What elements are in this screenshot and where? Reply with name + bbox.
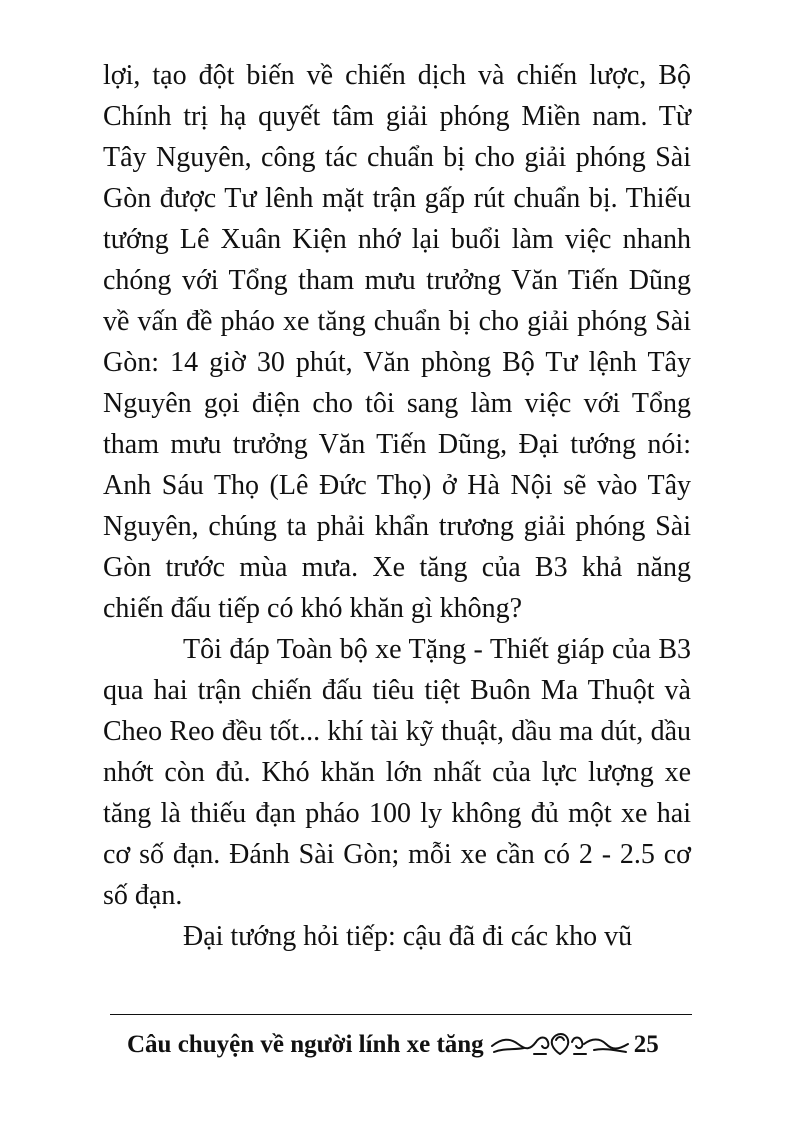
page-number: 25: [633, 1031, 659, 1058]
decorative-scroll-icon: [490, 1030, 632, 1060]
paragraph-2: Tôi đáp Toàn bộ xe Tặng - Thiết giáp của B3 qua hai trận chiến đấu tiêu tiệt Buôn Ma Thuột và Cheo Reo đều tốt... khí tài kỹ thuật, dầu ma dút, dầu nhớt còn đủ. Khó khăn lớn nhất của lực lượng xe tăng là thiếu đạn pháo 100 ly không đủ một xe hai cơ số đạn. Đánh Sài Gòn; mỗi xe cần có 2 - 2.5 cơ số đạn.: [103, 634, 691, 911]
paragraph-3: Đại tướng hỏi tiếp: cậu đã đi các kho vũ: [183, 921, 633, 952]
body-text: [103, 55, 691, 957]
footer-rule: [110, 1014, 692, 1015]
running-title: Câu chuyện về người lính xe tăng: [127, 1031, 484, 1058]
page-footer: [127, 1027, 693, 1063]
paragraph-1: lợi, tạo đột biến về chiến dịch và chiến lược, Bộ Chính trị hạ quyết tâm giải phóng Miền nam. Từ Tây Nguyên, công tác chuẩn bị cho giải phóng Sài Gòn được Tư lênh mặt trận gấp rút chuẩn bị. Thiếu tướng Lê Xuân Kiện nhớ lại buổi làm việc nhanh chóng với Tổng tham mưu trưởng Văn Tiến Dũng về vấn đề pháo xe tăng chuẩn bị cho giải phóng Sài Gòn: 14 giờ 30 phút, Văn phòng Bộ Tư lệnh Tây Nguyên gọi điện cho tôi sang làm việc với Tổng tham mưu trưởng Văn Tiến Dũng, Đại tướng nói: Anh Sáu Thọ (Lê Đức Thọ) ở Hà Nội sẽ vào Tây Nguyên, chúng ta phải khẩn trương giải phóng Sài Gòn trước mùa mưa. Xe tăng của B3 khả năng chiến đấu tiếp có khó khăn gì không?: [103, 60, 691, 624]
